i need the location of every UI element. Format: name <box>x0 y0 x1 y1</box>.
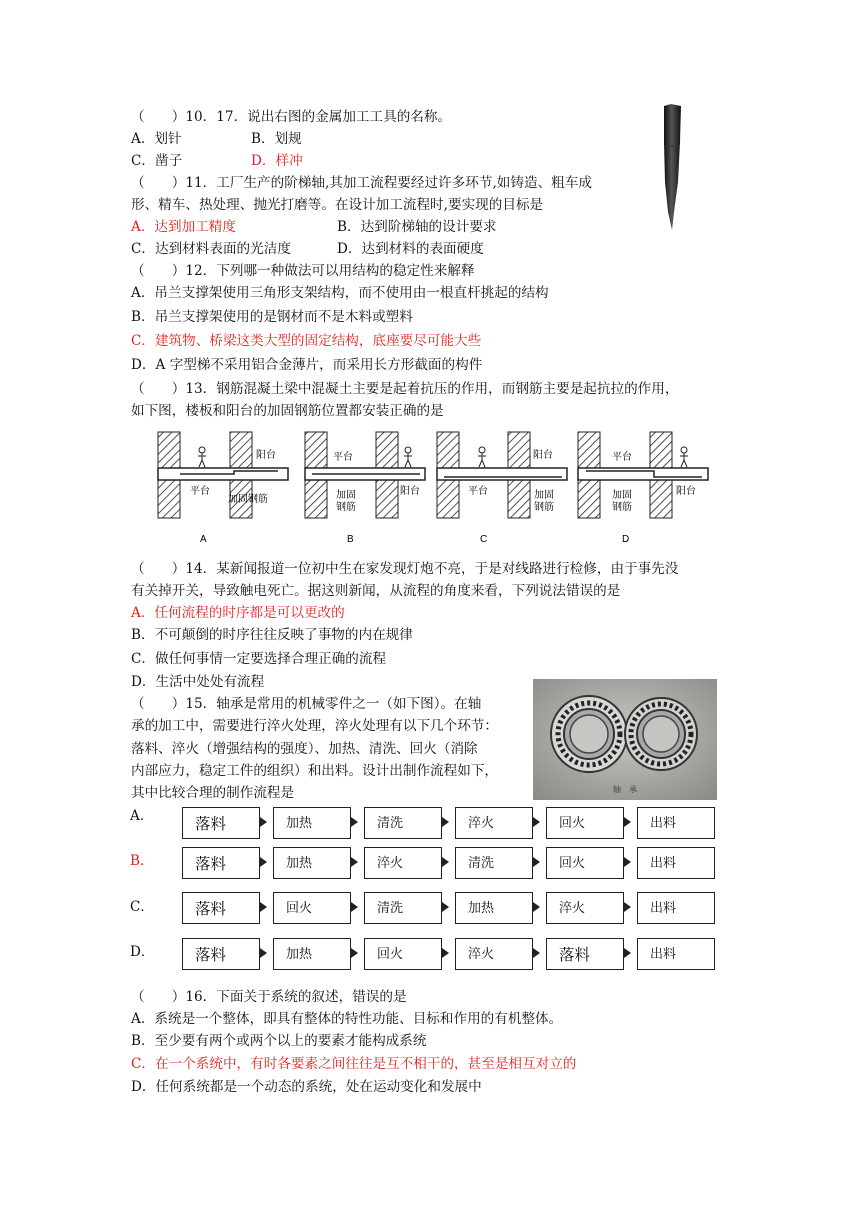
q14-stem-2: 有关掉开关，导致触电死亡。据这则新闻，从流程的角度来看，下列说法错误的是 <box>131 583 621 599</box>
panel-a-letter: A <box>200 534 207 545</box>
q12-option-d: D．A 字型梯不采用铝合金薄片，而采用长方形截面的构件 <box>131 357 483 373</box>
panel-b-balcony-label: 阳台 <box>400 486 420 497</box>
flow-arrow-icon <box>260 857 267 867</box>
flow-c <box>182 892 722 928</box>
flow-c-step-2: 回火 <box>273 892 351 924</box>
flow-a-step-1: 落料 <box>182 807 260 839</box>
q11-stem-1: （ ）11．工厂生产的阶梯轴,其加工流程要经过许多环节,如铸造、粗车成 <box>131 175 592 191</box>
flow-a-step-6: 出料 <box>637 807 715 839</box>
q10-option-b: B．划规 <box>251 131 302 147</box>
q13-stem-1: （ ）13．钢筋混凝土梁中混凝土主要是起着抗压的作用，而钢筋主要是起抗拉的作用， <box>131 381 679 397</box>
panel-a <box>158 432 288 545</box>
flow-arrow-icon <box>351 902 358 912</box>
q14-option-a: A．任何流程的时序都是可以更改的 <box>131 605 345 621</box>
flow-arrow-icon <box>442 817 449 827</box>
q10-option-a: A．划针 <box>131 131 182 147</box>
flow-b-step-2: 加热 <box>273 847 351 879</box>
panel-b-rebar-label-2: 钢筋 <box>336 502 356 513</box>
flow-a-step-4: 淬火 <box>455 807 533 839</box>
q12-stem: （ ）12．下列哪一种做法可以用结构的稳定性来解释 <box>131 263 475 279</box>
q16-option-b: B．至少要有两个或两个以上的要素才能构成系统 <box>131 1033 427 1049</box>
panel-c-balcony-label: 阳台 <box>533 450 553 461</box>
flow-a-step-3: 清洗 <box>364 807 442 839</box>
flow-d-step-1: 落料 <box>182 938 260 970</box>
q14-option-b: B．不可颠倒的时序往往反映了事物的内在规律 <box>131 627 413 643</box>
q14-option-d: D．生活中处处有流程 <box>131 674 265 690</box>
flow-arrow-icon <box>533 857 540 867</box>
flow-a-step-2: 加热 <box>273 807 351 839</box>
flow-arrow-icon <box>351 817 358 827</box>
flow-b-label: B． <box>130 853 154 869</box>
panel-b-rebar-label-1: 加固 <box>336 490 356 501</box>
q14-option-c: C．做任何事情一定要选择合理正确的流程 <box>131 651 387 667</box>
q11-option-d: D．达到材料的表面硬度 <box>337 241 484 257</box>
q15-stem-5: 其中比较合理的制作流程是 <box>131 785 295 801</box>
flow-c-step-4: 加热 <box>455 892 533 924</box>
bearing-left <box>551 696 627 772</box>
flow-b-step-3: 淬火 <box>364 847 442 879</box>
flow-arrow-icon <box>533 948 540 958</box>
bearing-photo <box>533 679 717 800</box>
q16-option-d: D．任何系统都是一个动态的系统，处在运动变化和发展中 <box>131 1079 482 1095</box>
panel-b-letter: B <box>347 534 354 545</box>
bearing-caption: 轴 承 <box>613 785 637 794</box>
panel-c <box>437 432 567 545</box>
panel-d-letter: D <box>622 534 630 545</box>
flow-arrow-icon <box>260 902 267 912</box>
bearing-right <box>625 698 697 770</box>
flow-arrow-icon <box>351 857 358 867</box>
flow-b <box>182 847 722 883</box>
q16-stem: （ ）16．下面关于系统的叙述，错误的是 <box>131 989 407 1005</box>
flow-c-label: C． <box>130 899 154 915</box>
panel-c-rebar-label-1: 加固 <box>534 490 554 501</box>
flow-d-step-5: 落料 <box>546 938 624 970</box>
q16-option-c: C．在一个系统中，有时各要素之间往往是互不相干的，甚至是相互对立的 <box>131 1056 577 1072</box>
flow-d-step-4: 淬火 <box>455 938 533 970</box>
flow-arrow-icon <box>533 817 540 827</box>
panel-c-letter: C <box>480 534 488 545</box>
flow-d-step-3: 回火 <box>364 938 442 970</box>
flow-d <box>182 938 722 974</box>
panel-d-balcony-label: 阳台 <box>676 486 696 497</box>
flow-c-step-5: 淬火 <box>546 892 624 924</box>
flow-arrow-icon <box>442 948 449 958</box>
flow-arrow-icon <box>260 948 267 958</box>
q16-option-a: A．系统是一个整体，即具有整体的特性功能、目标和作用的有机整体。 <box>131 1011 563 1027</box>
q15-stem-1: （ ）15．轴承是常用的机械零件之一（如下图）。在轴 <box>131 696 482 712</box>
panel-a-platform-label: 平台 <box>190 486 210 497</box>
q12-option-a: A．吊兰支撑架使用三角形支架结构，而不使用由一根直杆挑起的结构 <box>131 285 549 301</box>
q14-stem-1: （ ）14．某新闻报道一位初中生在家发现灯炮不亮，于是对线路进行检修，由于事先没 <box>131 561 679 577</box>
flow-a-step-5: 回火 <box>546 807 624 839</box>
flow-arrow-icon <box>533 902 540 912</box>
flow-c-step-3: 清洗 <box>364 892 442 924</box>
flow-b-step-6: 出料 <box>637 847 715 879</box>
flow-d-step-2: 加热 <box>273 938 351 970</box>
q11-option-b: B．达到阶梯轴的设计要求 <box>337 219 497 235</box>
q11-option-c: C．达到材料表面的光洁度 <box>131 241 291 257</box>
panel-d-rebar-label-1: 加固 <box>612 490 632 501</box>
q10-option-c: C．凿子 <box>131 153 183 169</box>
flow-arrow-icon <box>624 948 631 958</box>
flow-arrow-icon <box>624 817 631 827</box>
flow-arrow-icon <box>442 902 449 912</box>
panel-c-platform-label: 平台 <box>468 486 488 497</box>
rebar-diagram <box>150 428 710 546</box>
flow-arrow-icon <box>260 817 267 827</box>
panel-d <box>578 432 708 545</box>
panel-a-rebar-label: 加固钢筋 <box>228 494 268 505</box>
panel-b <box>305 432 425 545</box>
q12-option-b: B．吊兰支撑架使用的是钢材而不是木料或塑料 <box>131 309 413 325</box>
center-punch-image <box>652 102 692 234</box>
panel-c-rebar-label-2: 钢筋 <box>534 502 554 513</box>
flow-arrow-icon <box>624 857 631 867</box>
flow-d-step-6: 出料 <box>637 938 715 970</box>
panel-d-rebar-label-2: 钢筋 <box>612 502 632 513</box>
flow-a-label: A． <box>130 808 154 824</box>
q15-stem-4: 内部应力，稳定工件的组织）和出料。设计出制作流程如下， <box>131 763 499 779</box>
flow-arrow-icon <box>624 902 631 912</box>
q15-stem-2: 承的加工中，需要进行淬火处理，淬火处理有以下几个环节： <box>131 718 499 734</box>
q10-option-d: D．样冲 <box>251 153 303 169</box>
flow-d-label: D． <box>130 944 155 960</box>
panel-a-balcony-label: 阳台 <box>256 450 276 461</box>
panel-d-platform-label: 平台 <box>612 452 632 463</box>
panel-b-platform-label: 平台 <box>333 452 353 463</box>
flow-b-step-4: 清洗 <box>455 847 533 879</box>
flow-b-step-5: 回火 <box>546 847 624 879</box>
q11-stem-2: 形、精车、热处理、抛光打磨等。在设计加工流程时,要实现的目标是 <box>131 197 544 213</box>
flow-a <box>182 807 722 843</box>
flow-b-step-1: 落料 <box>182 847 260 879</box>
q15-stem-3: 落料、淬火（增强结构的强度）、加热、清洗、回火（消除 <box>131 741 478 757</box>
q12-option-c: C．建筑物、桥梁这类大型的固定结构，底座要尽可能大些 <box>131 333 482 349</box>
flow-arrow-icon <box>442 857 449 867</box>
flow-arrow-icon <box>351 948 358 958</box>
q10-stem: （ ）10．17．说出右图的金属加工工具的名称。 <box>131 109 452 125</box>
q13-stem-2: 如下图，楼板和阳台的加固钢筋位置都安装正确的是 <box>131 403 444 419</box>
q11-option-a: A．达到加工精度 <box>131 219 236 235</box>
flow-c-step-1: 落料 <box>182 892 260 924</box>
flow-c-step-6: 出料 <box>637 892 715 924</box>
